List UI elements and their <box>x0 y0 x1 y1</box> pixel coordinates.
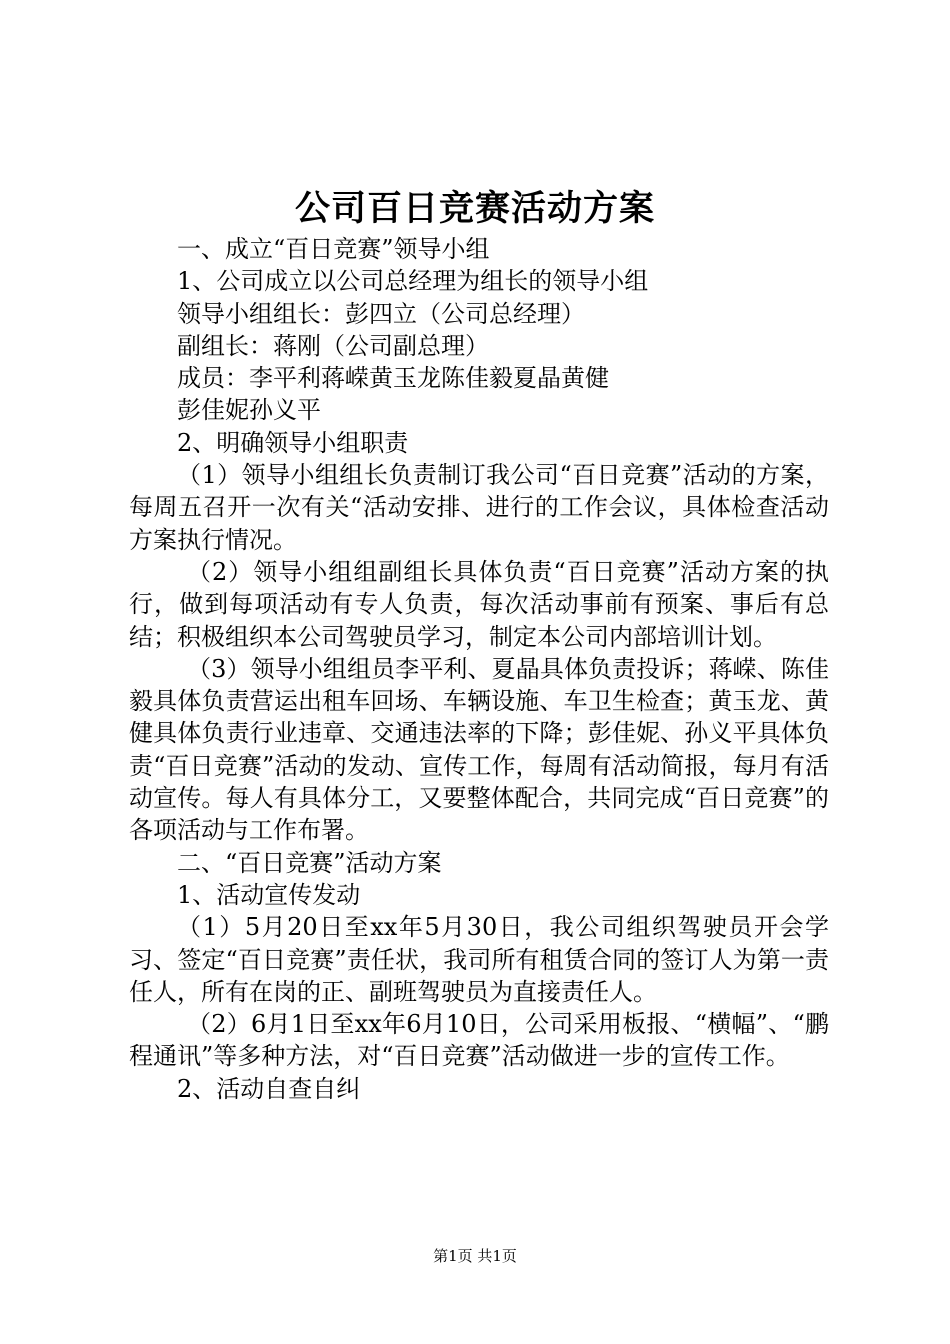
paragraph: （3）领导小组组员李平利、夏晶具体负责投诉；蒋嵘、陈佳毅具体负责营运出租车回场、车辆设施、车卫生检查；黄玉龙、黄健具体负责行业违章、交通违法率的下降；彭佳妮、孙义平具体负责“百日竞赛”活动的发动、宣传工作，每周有活动简报，每月有活动宣传。每人有具体分工，又要整体配合，共同完成“百日竞赛”的各项活动与工作布署。 <box>129 654 829 845</box>
paragraph: （1）领导小组组长负责制订我公司“百日竞赛”活动的方案，每周五召开一次有关“活动安排、进行的工作会议，具体检查活动方案执行情况。 <box>129 461 829 554</box>
section-heading: 一、成立“百日竞赛”领导小组 <box>177 235 490 263</box>
document-title: 公司百日竞赛活动方案 <box>294 188 655 229</box>
paragraph: （2）领导小组组副组长具体负责“百日竞赛”活动方案的执行，做到每项活动有专人负责，每次活动事前有预案、事后有总结；积极组织本公司驾驶员学习，制定本公司内部培训计划。 <box>129 557 829 651</box>
paragraph: 副组长：蒋刚（公司副总理） <box>177 331 489 360</box>
subsection-heading: 1、公司成立以公司总经理为组长的领导小组 <box>177 267 649 296</box>
subsection-heading: 1、活动宣传发动 <box>177 880 361 909</box>
document-body <box>129 233 829 1105</box>
paragraph: （1）5月20日至xx年5月30日，我公司组织驾驶员开会学习、签定“百日竞赛”责任状，我司所有租赁合同的签订人为第一责任人，所有在岗的正、副班驾驶员为直接责任人。 <box>129 913 829 1006</box>
paragraph: 成员：李平利蒋嵘黄玉龙陈佳毅夏晶黄健 <box>177 364 609 393</box>
paragraph: （2）6月1日至xx年6月10日，公司采用板报、“横幅”、“鹏程通讯”等多种方法，对“百日竞赛”活动做进一步的宣传工作。 <box>129 1010 829 1071</box>
paragraph: 彭佳妮孙义平 <box>177 396 321 425</box>
page-footer: 第1页 共1页 <box>433 1247 517 1265</box>
section-heading: 二、“百日竞赛”活动方案 <box>177 848 442 877</box>
paragraph: 领导小组组长：彭四立（公司总经理） <box>177 299 585 328</box>
subsection-heading: 2、明确领导小组职责 <box>177 428 409 457</box>
subsection-heading: 2、活动自查自纠 <box>177 1074 361 1103</box>
